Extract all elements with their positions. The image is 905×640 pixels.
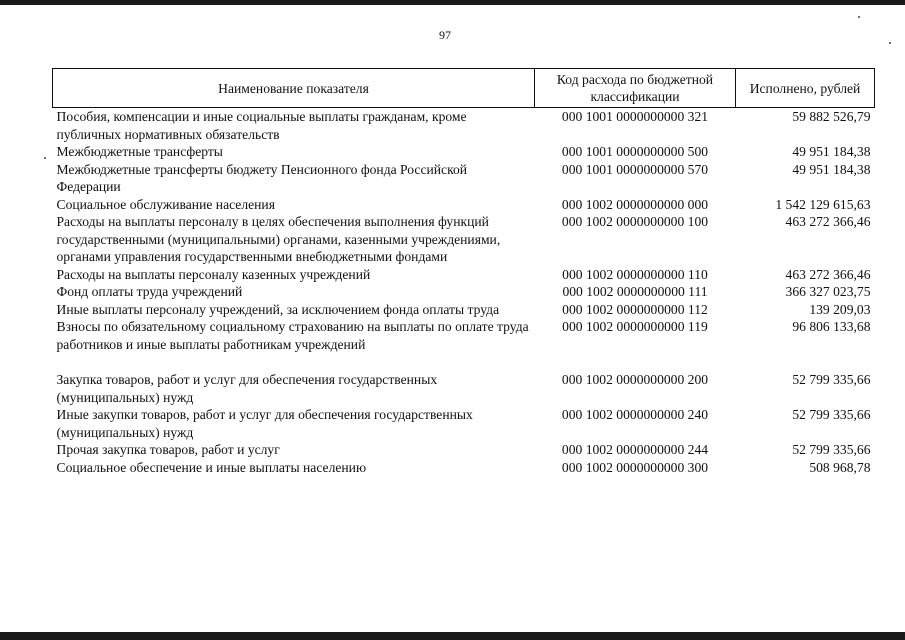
row-code: 000 1001 0000000000 570 — [561, 161, 709, 177]
page-number: 97 — [439, 28, 451, 42]
row-amount: 49 951 184,38 — [792, 161, 871, 177]
row-code: 000 1002 0000000000 000 — [561, 196, 709, 212]
table-row — [53, 108, 875, 144]
top-border-rule — [0, 0, 905, 5]
scan-speck — [889, 42, 891, 44]
row-code: 000 1002 0000000000 119 — [562, 319, 708, 334]
row-name: Социальное обеспечение и иные выплаты населению — [56, 459, 367, 475]
spacer-cell — [53, 353, 535, 371]
row-amount: 463 272 366,46 — [785, 214, 871, 229]
header-amount-executed: Исполнено, рублей — [736, 69, 875, 108]
row-code: 000 1002 0000000000 111 — [562, 284, 708, 299]
header-indicator-name: Наименование показателя — [53, 69, 535, 108]
table-row — [53, 161, 875, 196]
row-name: Прочая закупка товаров, работ и услуг — [56, 442, 280, 457]
row-name: Межбюджетные трансферты — [56, 144, 223, 159]
row-code: 000 1002 0000000000 112 — [562, 301, 708, 317]
row-name: Иные выплаты персоналу учреждений, за исключением фонда оплаты труда — [56, 301, 500, 317]
row-name: Взносы по обязательному социальному страхованию на выплаты по оплате труда работников и иные выплаты работникам учреждений — [56, 319, 529, 352]
spacer-cell — [535, 353, 736, 371]
table-row — [53, 143, 875, 161]
row-name: Закупка товаров, работ и услуг для обеспечения государственных (муниципальных) нужд — [56, 372, 438, 405]
row-amount: 49 951 184,38 — [792, 144, 871, 159]
row-amount: 508 968,78 — [809, 459, 871, 475]
table-header-row — [53, 69, 875, 108]
row-amount: 52 799 335,66 — [792, 442, 871, 457]
row-name: Иные закупки товаров, работ и услуг для обеспечения государственных (муниципальных) нужд — [56, 407, 473, 440]
row-code: 000 1002 0000000000 244 — [561, 442, 709, 457]
table-row — [53, 406, 875, 441]
row-code: 000 1002 0000000000 100 — [561, 214, 709, 229]
row-amount: 139 209,03 — [809, 301, 871, 317]
row-amount: 52 799 335,66 — [792, 372, 871, 387]
spacer-row — [53, 353, 875, 371]
table-row — [53, 283, 875, 301]
table-row — [53, 459, 875, 477]
row-name: Расходы на выплаты персоналу казенных учреждений — [56, 266, 371, 282]
row-code: 000 1001 0000000000 500 — [561, 144, 709, 159]
table-row — [53, 213, 875, 266]
table-row — [53, 441, 875, 459]
scan-speck — [858, 16, 860, 18]
row-amount: 52 799 335,66 — [792, 407, 871, 422]
row-amount: 366 327 023,75 — [785, 284, 871, 299]
row-code: 000 1002 0000000000 110 — [562, 266, 708, 282]
row-name: Фонд оплаты труда учреждений — [56, 284, 243, 299]
table-row — [53, 371, 875, 406]
row-code: 000 1002 0000000000 240 — [561, 407, 709, 422]
row-amount: 59 882 526,79 — [792, 109, 871, 124]
row-amount: 96 806 133,68 — [792, 319, 871, 334]
row-amount: 1 542 129 615,63 — [775, 196, 871, 212]
table-row — [53, 196, 875, 214]
row-amount: 463 272 366,46 — [785, 266, 871, 282]
row-name: Социальное обслуживание населения — [56, 196, 275, 212]
row-name: Расходы на выплаты персоналу в целях обеспечения выполнения функций государственными (муниципальными) органами, казенными учреждениями, органами управления государственными внебюджетными фондами — [56, 214, 501, 264]
bottom-border-rule — [0, 632, 905, 640]
table-row — [53, 301, 875, 319]
header-budget-code: Код расхода по бюджетной классификации — [535, 69, 736, 108]
budget-report-table — [52, 68, 875, 476]
spacer-cell — [736, 353, 875, 371]
row-name: Пособия, компенсации и иные социальные выплаты гражданам, кроме публичных нормативных обязательств — [56, 109, 467, 142]
row-name: Межбюджетные трансферты бюджету Пенсионного фонда Российской Федерации — [56, 161, 468, 194]
row-code: 000 1002 0000000000 300 — [561, 459, 709, 475]
row-code: 000 1001 0000000000 321 — [561, 109, 709, 124]
table-row — [53, 266, 875, 284]
scan-speck — [44, 157, 46, 159]
table-row — [53, 318, 875, 353]
row-code: 000 1002 0000000000 200 — [561, 372, 709, 387]
